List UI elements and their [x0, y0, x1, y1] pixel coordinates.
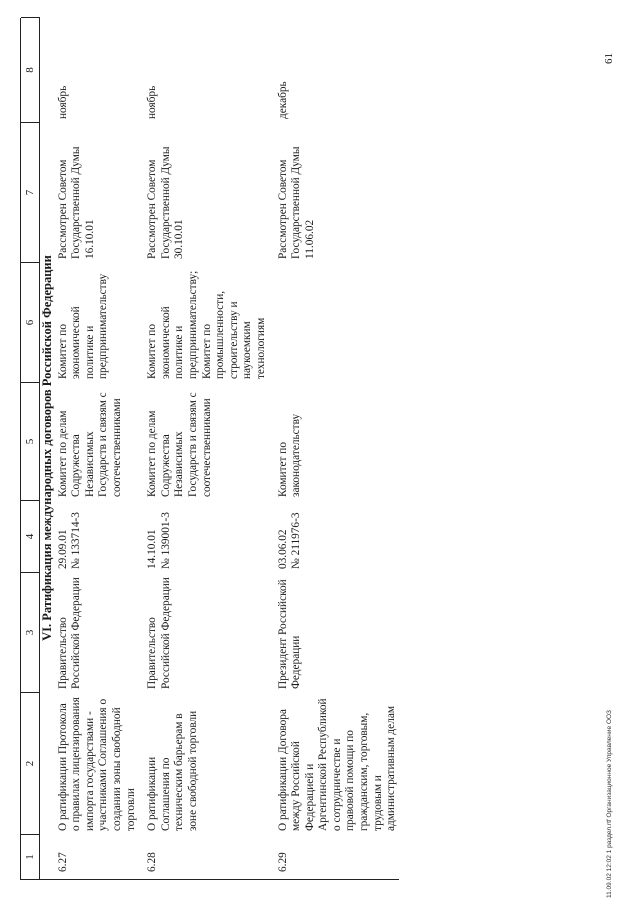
- planned-month: ноябрь: [56, 85, 69, 119]
- column-header: 2: [21, 692, 40, 834]
- column-header: 3: [21, 572, 40, 692]
- column-header: 1: [21, 834, 40, 879]
- status: Рассмотрен Советом Государственной Думы 30.10.01: [146, 146, 186, 259]
- responsible-committee: Комитет по делам Содружества Независимых Государств и связям с соотечественниками: [56, 392, 123, 497]
- status: Рассмотрен Советом Государственной Думы 16.10.01: [56, 146, 96, 259]
- column-header: 5: [21, 382, 40, 500]
- co-committee: Комитет по экономической политике и предпринимательству; Комитет по промышленности, строительству и наукоемким технологиям: [146, 270, 267, 379]
- column-header: 7: [21, 122, 40, 262]
- row-number: 6.29: [276, 852, 289, 872]
- initiator: Правительство Российской Федерации: [146, 577, 172, 689]
- section-title: VI. Ратификация международных договоров Российской Федерации: [40, 255, 54, 641]
- footer-text: 11.09.02 12:02 1 раздел.rtf Организационное Управление ООЗ: [606, 710, 613, 898]
- column-header: 8: [21, 17, 40, 122]
- planned-month: декабрь: [276, 81, 289, 119]
- row-number: 6.27: [56, 852, 69, 872]
- registration: 03.06.02 № 211976-3: [276, 512, 303, 569]
- co-committee: Комитет по экономической политике и предпринимательству: [56, 273, 110, 379]
- bill-title: О ратификации Соглашения по техническим барьерам в зоне свободной торговли: [146, 710, 199, 831]
- co-committee: [277, 262, 399, 382]
- column-header: 4: [21, 500, 40, 572]
- bill-title: О ратификации Протокола о правилах лицензирования импорта государствами - участниками Соглашения о создании зоны свободной торговли: [56, 697, 137, 831]
- rotated-page: [20, 18, 632, 880]
- registration: 29.09.01 № 133714-3: [56, 512, 83, 569]
- row-gap: [138, 17, 146, 879]
- planned-month: ноябрь: [146, 85, 159, 119]
- initiator: Президент Российской Федерации: [276, 579, 303, 689]
- status: Рассмотрен Советом Государственной Думы 11.06.02: [276, 146, 316, 259]
- registration: 14.10.01 № 139001-3: [146, 512, 172, 569]
- row-number: 6.28: [146, 852, 159, 872]
- initiator: Правительство Российской Федерации: [56, 577, 83, 689]
- legislation-table: [20, 18, 399, 880]
- responsible-committee: Комитет по делам Содружества Независимых Государств и связям с соотечественниками: [146, 392, 213, 497]
- column-header: 6: [21, 262, 40, 382]
- bill-title: О ратификации Договора между Российской Федерацией и Аргентинской Республикой о сотрудничестве и правовой помощи по гражданским, торговым, трудовым и административным делам: [276, 698, 398, 831]
- row-gap: [269, 17, 277, 879]
- responsible-committee: Комитет по законодательству: [276, 413, 303, 497]
- page-number: 61: [603, 53, 615, 64]
